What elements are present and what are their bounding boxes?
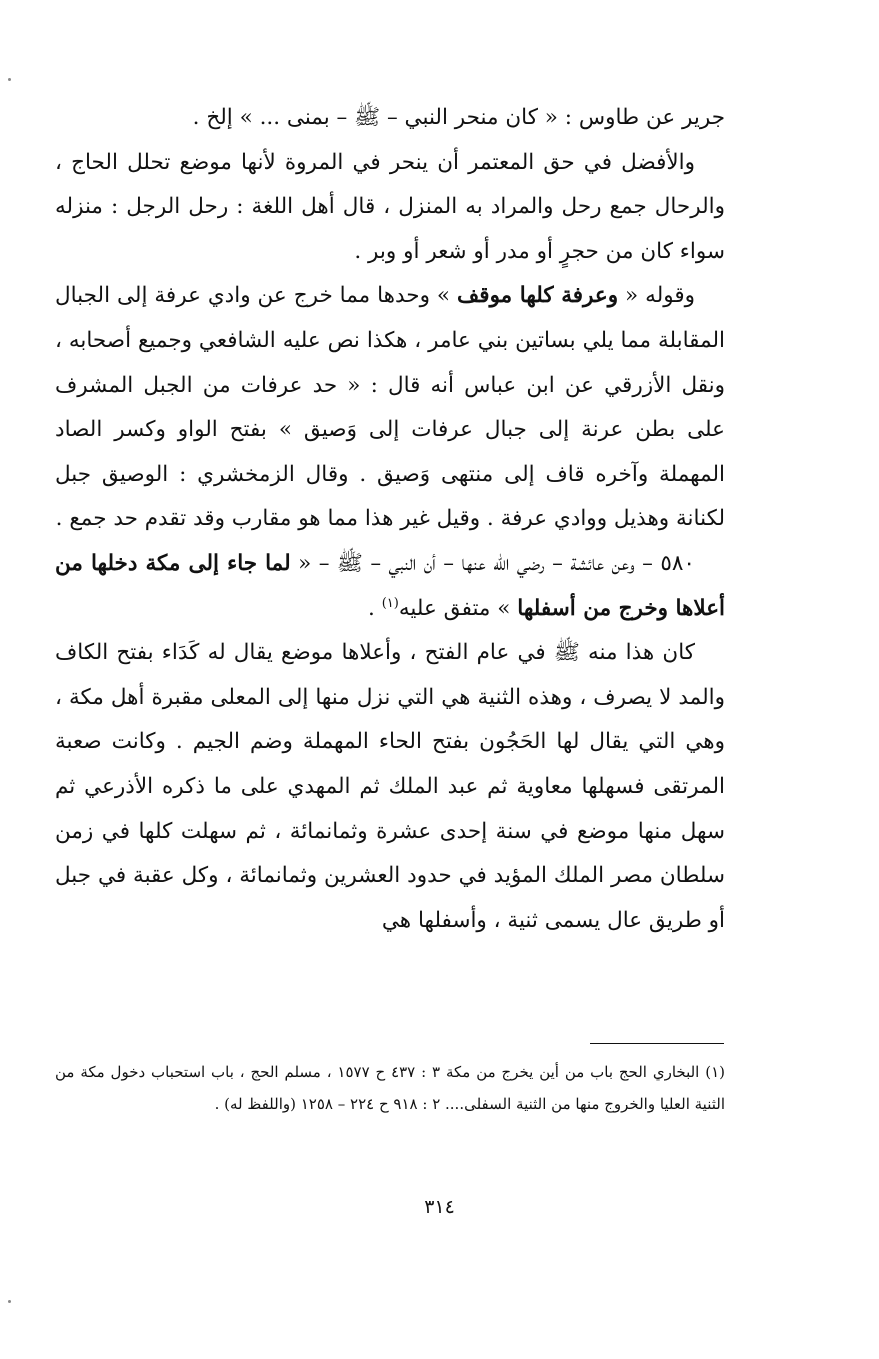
text-segment: » متفق عليه: [398, 595, 518, 621]
page-number: ٣١٤: [424, 1196, 455, 1218]
main-text: [55, 96, 725, 943]
footnote-text: (١) البخاري الحج باب من أين يخرج من مكة ٣ : ٤٣٧ ح ١٥٧٧ ، مسلم الحج ، باب استحباب دخول مكة من الثنية العليا والخروج منها من الثنية السفلى.... ٢ : ٩١٨ ح ٢٢٤ – ١٢٥٨ (واللفظ له) .: [55, 1063, 725, 1113]
scan-speck: [8, 1300, 11, 1303]
paragraph-1: [55, 96, 725, 141]
footnote-marker[interactable]: (١): [381, 595, 399, 611]
paragraph-3: [55, 274, 725, 542]
text-segment: والأفضل في حق المعتمر أن ينحر في المروة لأنها موضع تحلل الحاج ، والرحال جمع رحل والمراد به المنزل ، قال أهل اللغة : رحل الرجل : منزله سواء كان من حجرٍ أو مدر أو شعر أو وبر .: [55, 149, 725, 264]
paragraph-2: [55, 141, 725, 275]
hadith-quote: لما جاء إلى مكة دخلها من أعلاها وخرج من أسفلها: [55, 550, 725, 621]
footnote: [55, 1056, 725, 1120]
paragraph-5: [55, 631, 725, 943]
footnote-divider: [590, 1043, 724, 1044]
hadith-580: [55, 542, 725, 631]
text-segment: وقوله «: [618, 283, 696, 309]
text-segment: جرير عن طاوس : « كان منحر النبي – ﷺ – بمنى ... » إلخ .: [192, 105, 725, 130]
text-segment: .: [368, 595, 382, 621]
hadith-quote: وعرفة كلها موقف: [457, 283, 619, 309]
text-segment: كان هذا منه ﷺ في عام الفتح ، وأعلاها موضع يقال له كَدَاء بفتح الكاف والمد لا يصرف ، وهذه الثنية هي التي نزل منها إلى المعلى مقبرة أهل مكة ، وهي التي يقال لها الحَجُون بفتح الحاء المهملة وضم الجيم . وكانت صعبة المرتقى فسهلها معاوية ثم عبد الملك ثم المهدي على ما ذكره الأذرعي ثم سهل منها موضع في سنة إحدى عشرة وثمانمائة ، ثم سهلت كلها في زمن سلطان مصر الملك المؤيد في حدود العشرين وثمانمائة ، وكل عقبة في جبل أو طريق عال يسمى ثنية ، وأسفلها هي: [55, 640, 725, 933]
text-segment: ٥٨٠ – وعن عائشة – رضي اللّه عنها – أن النبي – ﷺ – «: [290, 550, 695, 576]
scan-speck: [8, 78, 11, 81]
text-segment: » وحدها مما خرج عن وادي عرفة إلى الجبال المقابلة مما يلي بساتين بني عامر ، هكذا نص عليه الشافعي وجميع أصحابه ، ونقل الأزرقي عن ابن عباس أنه قال : « حد عرفات من الجبل المشرف على بطن عرنة إلى جبال عرفات إلى وَصيق » بفتح الواو وكسر الصاد المهملة وآخره قاف إلى منتهى وَصيق . وقال الزمخشري : الوصيق جبل لكنانة وهذيل ووادي عرفة . وقيل غير هذا مما هو مقارب وقد تقدم حد جمع .: [55, 283, 725, 532]
